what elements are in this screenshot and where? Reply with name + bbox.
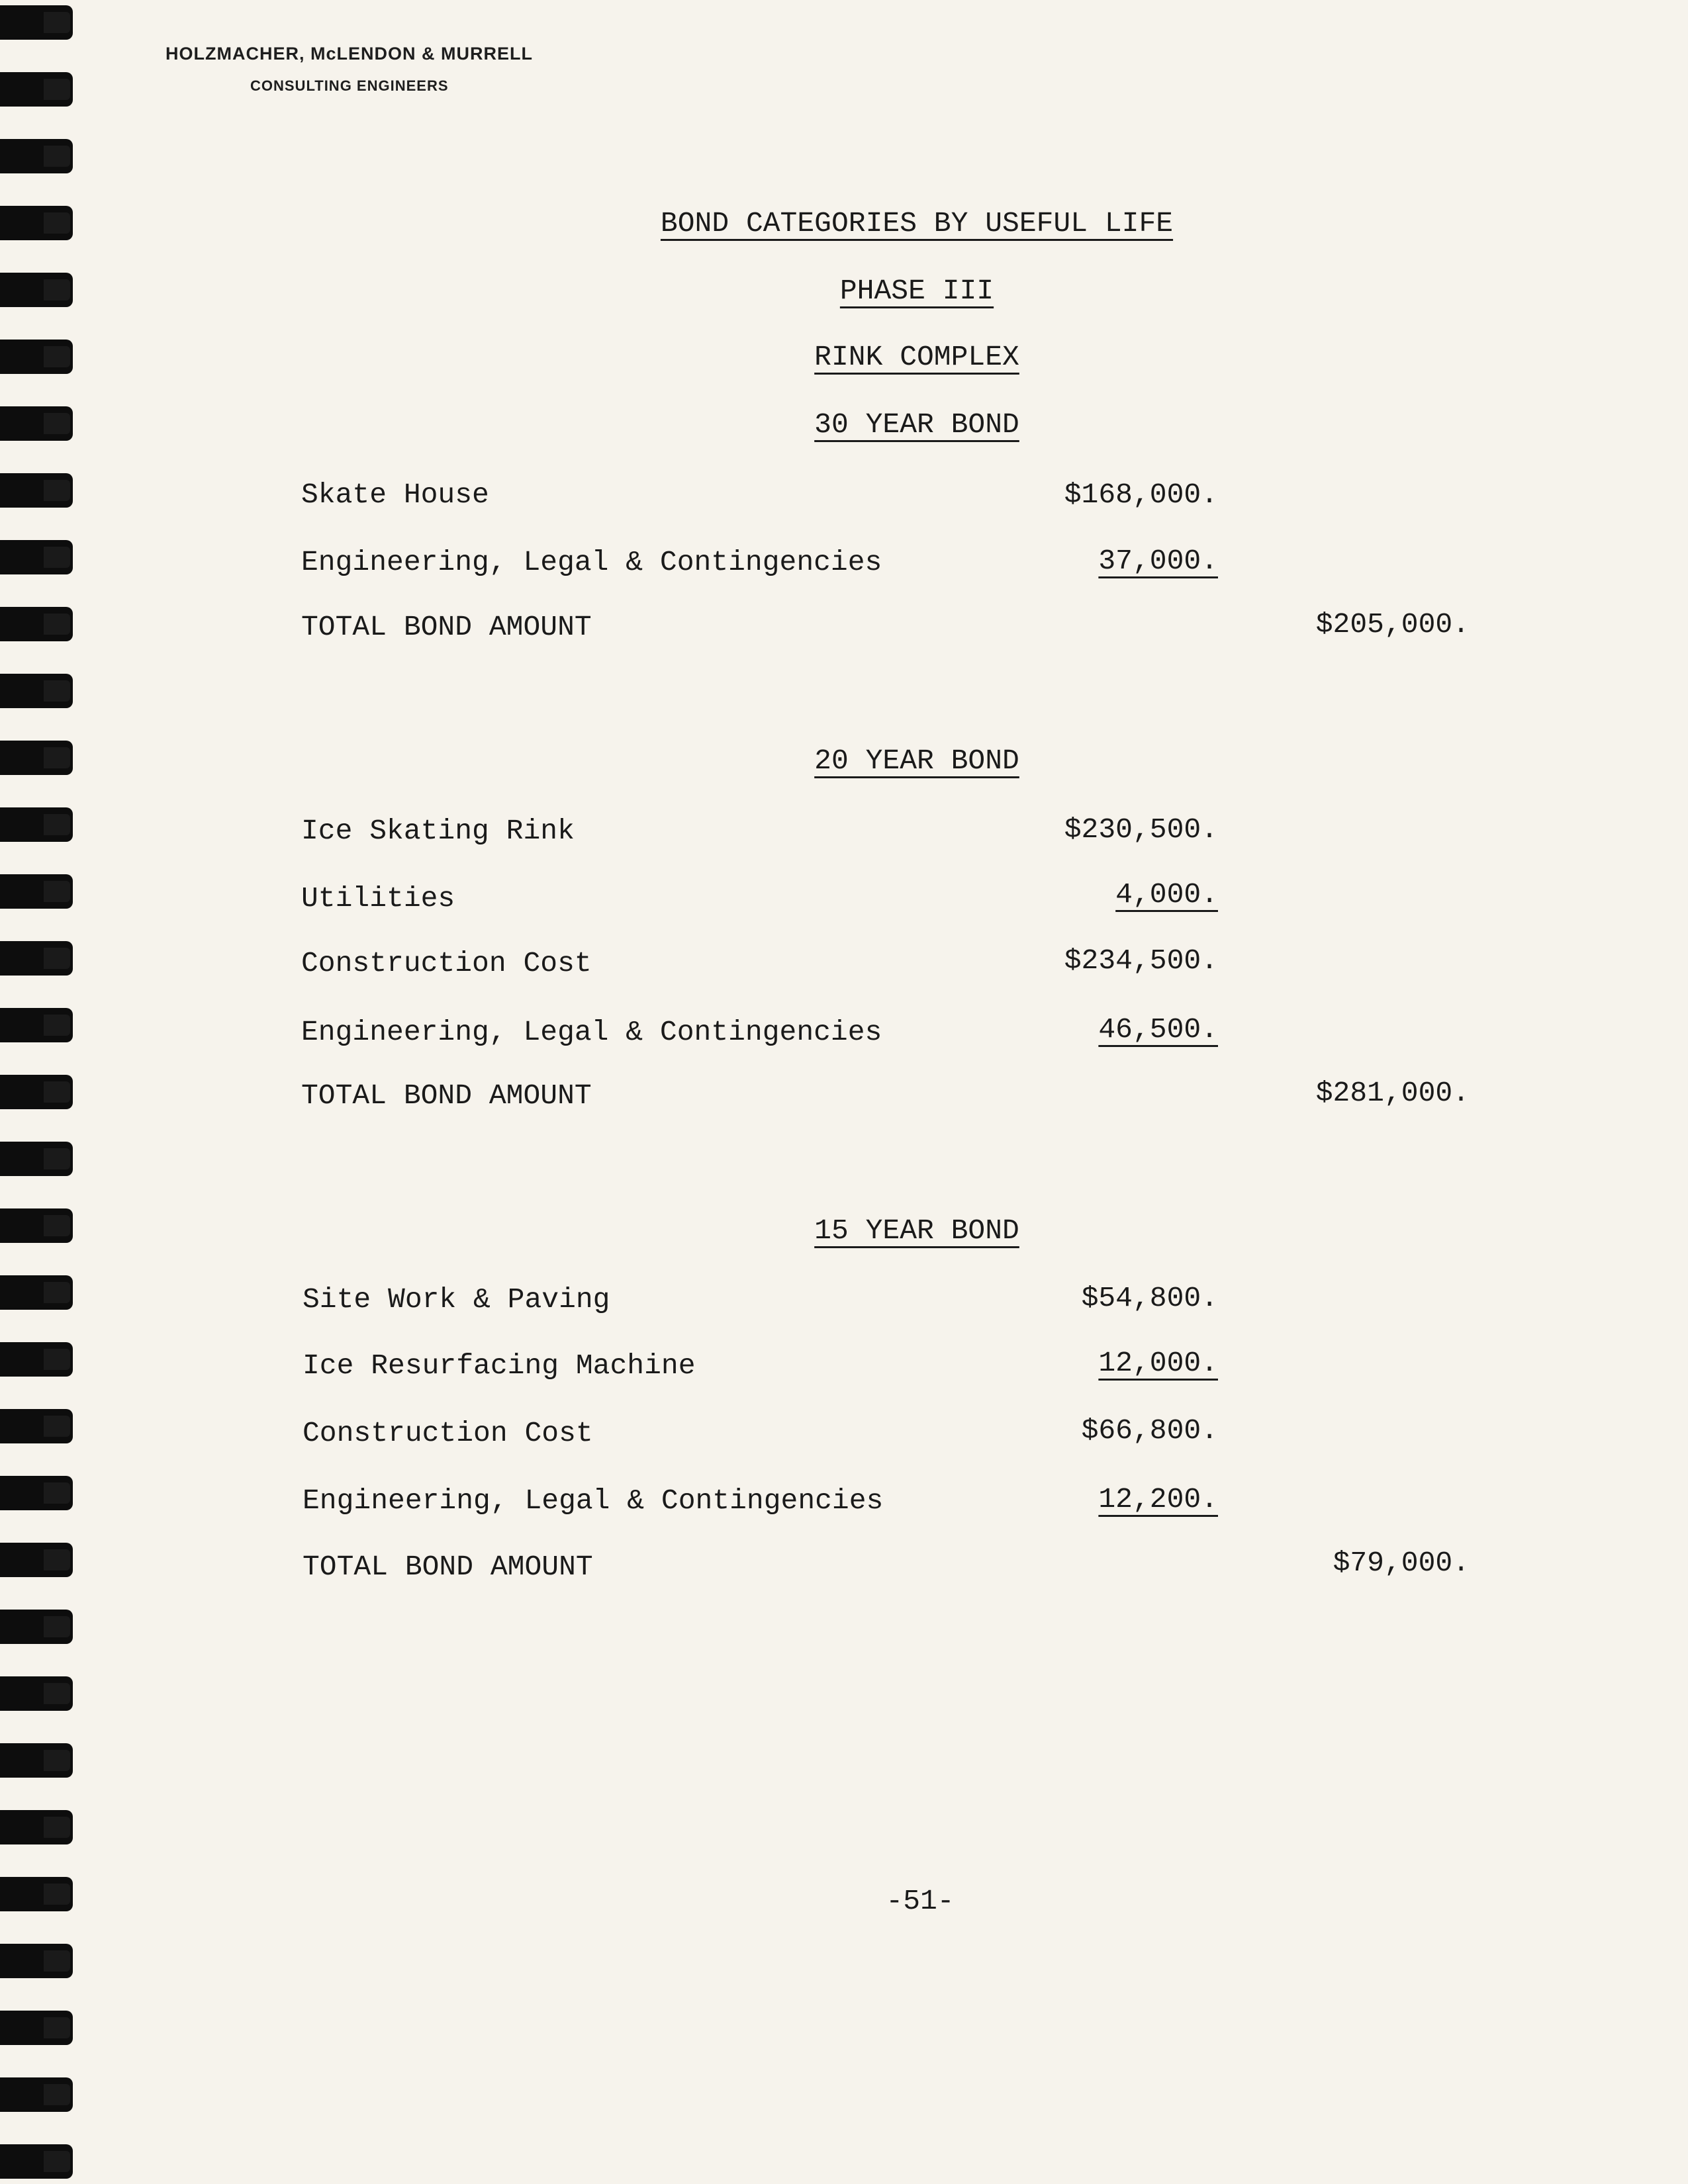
bond15-row-label: Ice Resurfacing Machine (303, 1349, 696, 1382)
document-title: BOND CATEGORIES BY USEFUL LIFE (660, 207, 1174, 240)
bond30-row-label: Engineering, Legal & Contingencies (301, 546, 882, 578)
bond15-row-label: Site Work & Paving (303, 1283, 610, 1316)
binding-coil (0, 5, 73, 40)
binding-coil (0, 741, 73, 775)
binding-coil (0, 1476, 73, 1510)
bond30-total-amount: $205,000. (1315, 608, 1470, 641)
bond20-row-label: Ice Skating Rink (301, 815, 575, 847)
binding-coil (0, 340, 73, 374)
binding-coil (0, 1610, 73, 1644)
firm-name: HOLZMACHER, McLENDON & MURRELL (165, 44, 533, 64)
bond15-row-amount: 12,200. (1098, 1483, 1218, 1516)
bond15-row-label: Engineering, Legal & Contingencies (303, 1484, 884, 1517)
binding-coil (0, 874, 73, 909)
letterhead (165, 44, 533, 95)
binding-coil (0, 540, 73, 574)
bond20-row-label: Engineering, Legal & Contingencies (301, 1016, 882, 1048)
binding-coil (0, 139, 73, 173)
binding-coil (0, 1877, 73, 1911)
binding-coil (0, 674, 73, 708)
binding-coil (0, 273, 73, 307)
binding-coil (0, 941, 73, 976)
binding-coil (0, 1944, 73, 1978)
bond20-row-label: Construction Cost (301, 947, 592, 979)
bond15-total-label: TOTAL BOND AMOUNT (303, 1551, 593, 1583)
binding-coil (0, 1543, 73, 1577)
bond20-total-label: TOTAL BOND AMOUNT (301, 1079, 592, 1112)
binding-coil (0, 1810, 73, 1844)
project-heading: RINK COMPLEX (814, 341, 1019, 373)
bond30-heading: 30 YEAR BOND (814, 408, 1019, 441)
binding-coil (0, 72, 73, 107)
binding-coil (0, 807, 73, 842)
binding-coil (0, 1743, 73, 1778)
bond15-row-label: Construction Cost (303, 1417, 593, 1449)
binding-coil (0, 1676, 73, 1711)
bond20-row-amount: $230,500. (1064, 813, 1218, 846)
bond15-total-amount: $79,000. (1333, 1547, 1470, 1579)
bond30-row-amount: 37,000. (1098, 545, 1218, 577)
binding-coil (0, 1409, 73, 1443)
bond15-row-amount: $66,800. (1081, 1414, 1218, 1447)
bond20-row-amount: 4,000. (1115, 878, 1218, 911)
binding-coil (0, 607, 73, 641)
binding-coil (0, 1275, 73, 1310)
phase-heading: PHASE III (839, 275, 994, 307)
bond20-row-label: Utilities (301, 882, 455, 915)
bond20-row-amount: 46,500. (1098, 1013, 1218, 1046)
bond20-total-amount: $281,000. (1315, 1077, 1470, 1109)
binding-coil (0, 406, 73, 441)
spiral-binding (0, 0, 86, 2184)
bond15-row-amount: 12,000. (1098, 1347, 1218, 1379)
page-number: -51- (886, 1885, 955, 1917)
bond20-heading: 20 YEAR BOND (814, 745, 1019, 777)
firm-subtitle: CONSULTING ENGINEERS (250, 77, 449, 94)
bond30-row-amount: $168,000. (1064, 478, 1218, 511)
bond30-total-label: TOTAL BOND AMOUNT (301, 611, 592, 643)
binding-coil (0, 1075, 73, 1109)
binding-coil (0, 1142, 73, 1176)
bond15-heading: 15 YEAR BOND (814, 1214, 1019, 1247)
binding-coil (0, 1208, 73, 1243)
binding-coil (0, 1342, 73, 1377)
binding-coil (0, 1008, 73, 1042)
bond15-row-amount: $54,800. (1081, 1282, 1218, 1314)
bond30-row-label: Skate House (301, 478, 489, 511)
bond20-row-amount: $234,500. (1064, 944, 1218, 977)
binding-coil (0, 2077, 73, 2112)
binding-coil (0, 2011, 73, 2045)
binding-coil (0, 206, 73, 240)
binding-coil (0, 473, 73, 508)
binding-coil (0, 2144, 73, 2179)
